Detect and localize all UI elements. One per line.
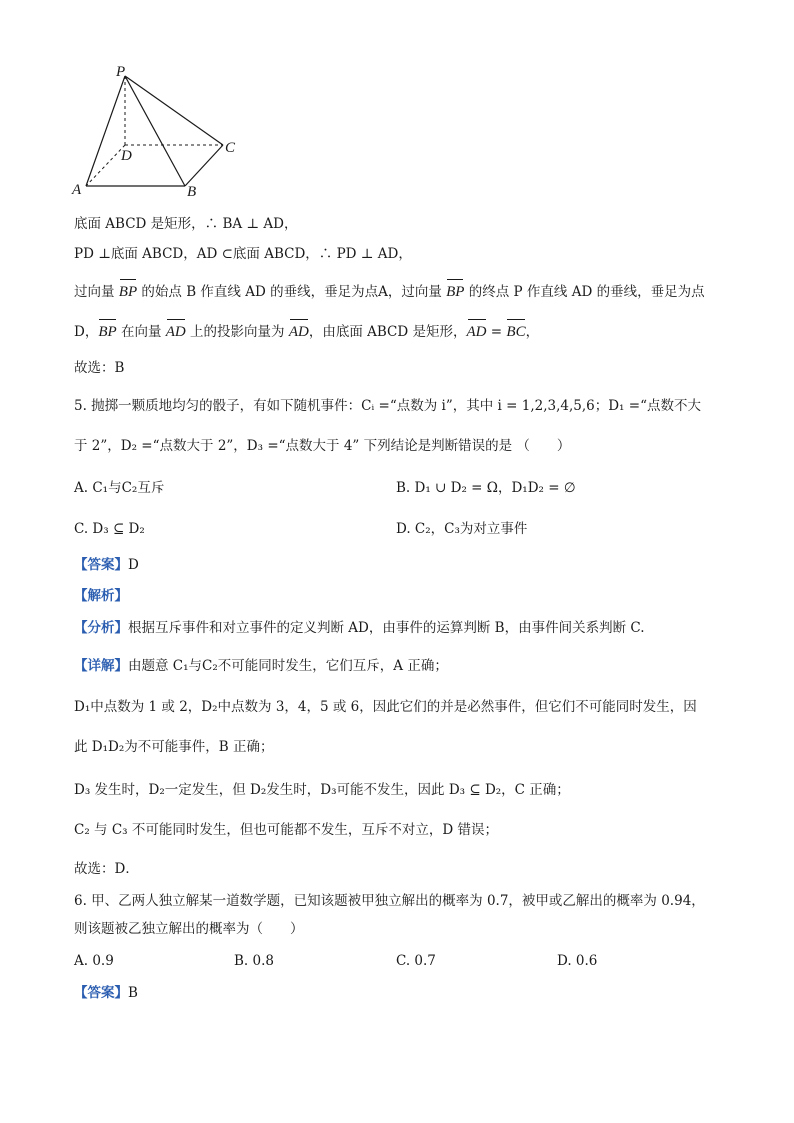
q6-option-d: D. 0.6	[557, 953, 598, 969]
q6-stem-line2: 则该题被乙独立解出的概率为（ ）	[74, 921, 304, 937]
q5-answer	[74, 555, 139, 575]
fenxi-text: 根据互斥事件和对立事件的定义判断 AD，由事件的运算判断 B，由事件间关系判断 C.	[128, 620, 645, 636]
vector-ad-2: AD	[288, 324, 309, 340]
label-A: A	[72, 182, 82, 198]
q4-select: 故选：B	[74, 360, 125, 376]
answer-tag: 【答案】	[74, 557, 128, 573]
q6-option-b: B. 0.8	[234, 953, 274, 969]
answer-value: D	[128, 557, 139, 573]
q5-detail-line1	[74, 656, 448, 676]
q5-option-d: D. C₂，C₃为对立事件	[396, 521, 528, 537]
vector-ad-3: AD	[466, 324, 487, 340]
q5-stem-line1: 5. 抛掷一颗质地均匀的骰子，有如下随机事件：Cᵢ =“点数为 i”，其中 i = 1,2,3,4,5,6；D₁ =“点数不大	[74, 398, 701, 414]
answer-tag-q6: 【答案】	[74, 985, 128, 1001]
vector-bp-2: BP	[446, 284, 465, 300]
label-P: P	[116, 64, 126, 80]
q5-detail-line4: D₃ 发生时，D₂一定发生，但 D₂发生时，D₃可能不发生，因此 D₃ ⊆ D₂，C 正确；	[74, 782, 570, 798]
q5-detail-line3: 此 D₁D₂为不可能事件，B 正确；	[74, 739, 274, 755]
label-C: C	[225, 140, 236, 156]
q4-line3-a: 过向量	[74, 284, 119, 300]
q6-option-c: C. 0.7	[396, 953, 436, 969]
q4-line2: PD ⊥底面 ABCD，AD ⊂底面 ABCD，∴ PD ⊥ AD，	[74, 246, 412, 262]
q5-detail-line2: D₁中点数为 1 或 2，D₂中点数为 3，4，5 或 6，因此它们的并是必然事件，但它们不可能同时发生，因	[74, 699, 697, 715]
vector-bc: BC	[506, 324, 526, 340]
q4-line4-c: 上的投影向量为	[185, 324, 289, 340]
q5-option-c: C. D₃ ⊆ D₂	[74, 521, 145, 537]
q5-fenxi	[74, 618, 645, 638]
q4-line4-e: ，	[525, 324, 540, 340]
q5-select: 故选：D．	[74, 861, 139, 877]
q6-option-a: A. 0.9	[74, 953, 114, 969]
q4-line3	[74, 282, 705, 302]
fenxi-tag: 【分析】	[74, 620, 128, 636]
q4-line4-d: ，由底面 ABCD 是矩形，	[308, 324, 467, 340]
q4-line3-c: 的终点 P 作直线 AD 的垂线，垂足为点	[464, 284, 705, 300]
vector-bp-3: BP	[98, 324, 117, 340]
q5-analysis-heading	[74, 586, 128, 606]
q4-line4	[74, 322, 539, 342]
q4-line4-a: D，	[74, 324, 99, 340]
vector-ad: AD	[165, 324, 186, 340]
label-D: D	[121, 148, 132, 164]
q4-eq: =	[486, 324, 507, 340]
q6-stem-line1: 6. 甲、乙两人独立解某一道数学题，已知该题被甲独立解出的概率为 0.7，被甲或乙解出的概率为 0.94，	[74, 893, 705, 909]
detail-tag: 【详解】	[74, 658, 128, 674]
q5-option-a: A. C₁与C₂互斥	[74, 480, 165, 496]
q4-line3-b: 的始点 B 作直线 AD 的垂线，垂足为点A，过向量	[137, 284, 447, 300]
analysis-tag: 【解析】	[74, 588, 128, 604]
detail-text-1: 由题意 C₁与C₂不可能同时发生，它们互斥，A 正确；	[128, 658, 448, 674]
answer-value-q6: B	[128, 985, 138, 1001]
q4-line4-b: 在向量	[116, 324, 166, 340]
q5-option-b: B. D₁ ∪ D₂ = Ω，D₁D₂ = ∅	[396, 480, 576, 496]
q5-stem-line2: 于 2”，D₂ =“点数大于 2”，D₃ =“点数大于 4” 下列结论是判断错误的是 （ ）	[74, 438, 571, 454]
label-B: B	[187, 184, 197, 200]
vector-bp: BP	[118, 284, 138, 300]
pyramid-figure	[70, 62, 250, 200]
q5-detail-line5: C₂ 与 C₃ 不可能同时发生，但也可能都不发生，互斥不对立，D 错误；	[74, 822, 498, 838]
q4-line1: 底面 ABCD 是矩形，∴ BA ⊥ AD，	[74, 216, 298, 232]
q6-answer	[74, 983, 138, 1003]
